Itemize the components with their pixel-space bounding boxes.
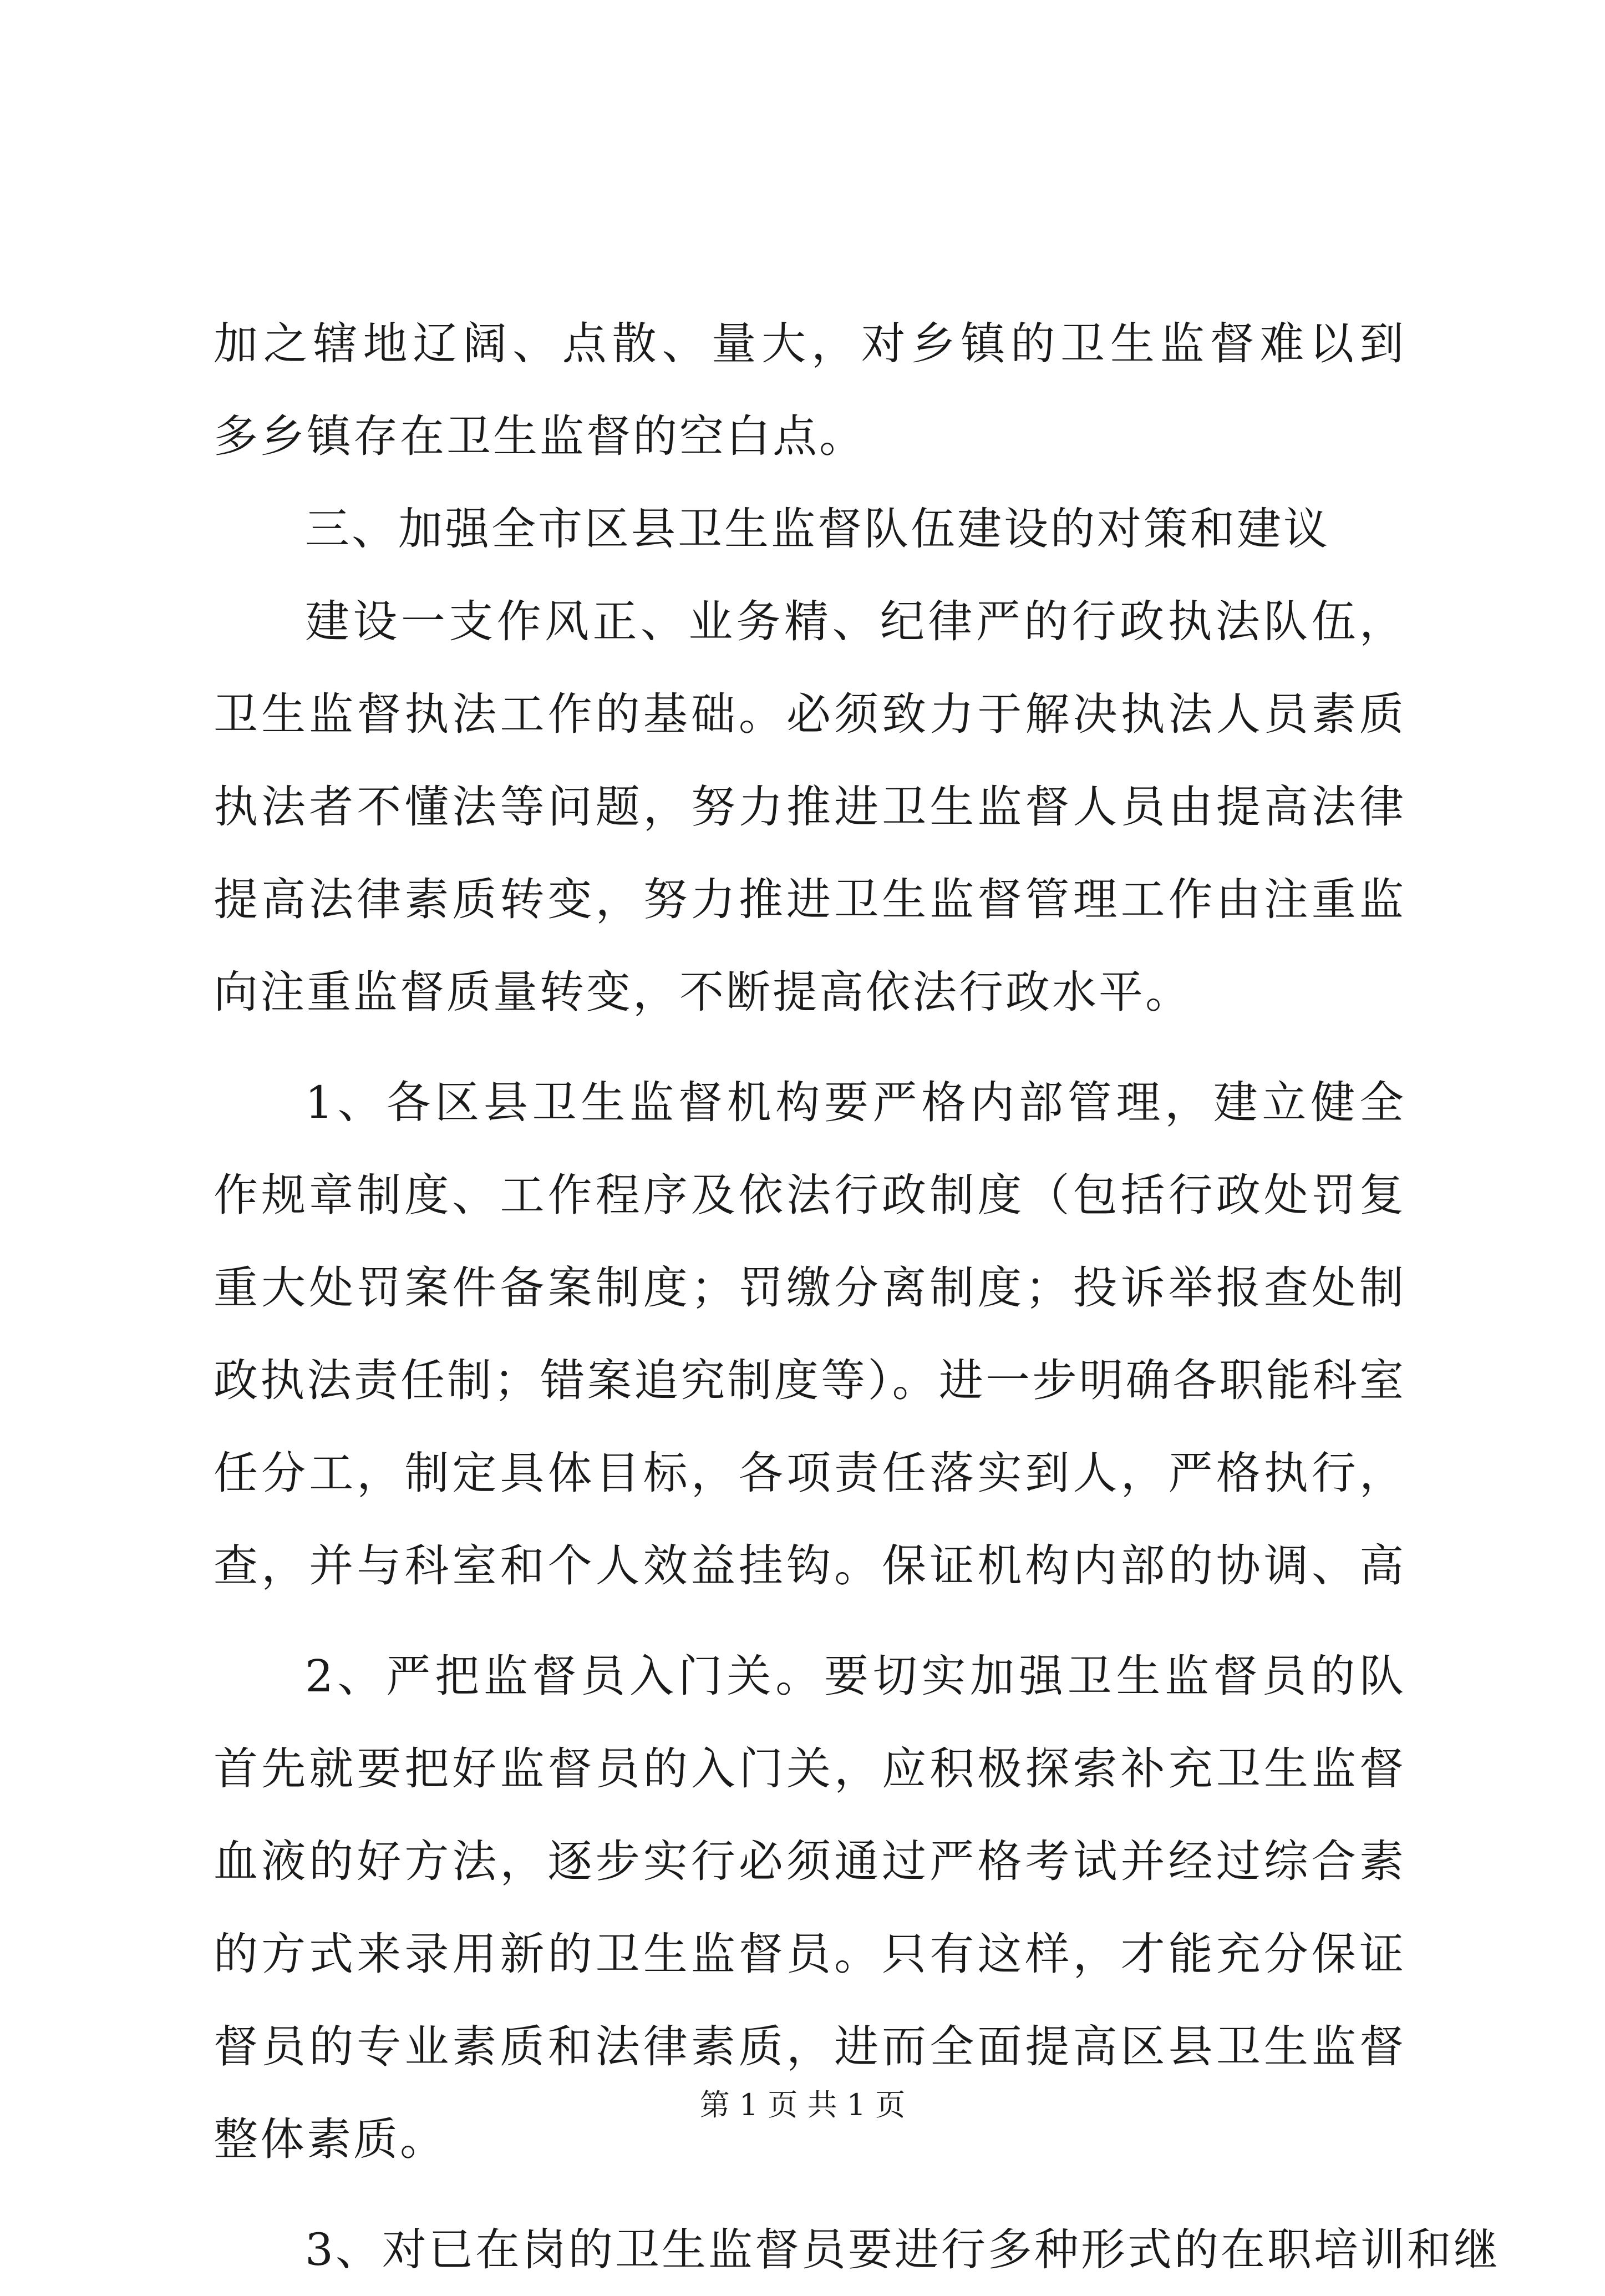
section-heading: 三、加强全市区县卫生监督队伍建设的对策和建议 <box>305 503 1330 555</box>
text-line: 重大处罚案件备案制度；罚缴分离制度；投诉举报查处制 <box>214 1262 1406 1314</box>
text-line: 的方式来录用新的卫生监督员。只有这样，才能充分保证 <box>214 1928 1406 1980</box>
text-line: 提高法律素质转变，努力推进卫生监督管理工作由注重监 <box>214 874 1406 925</box>
text-line: 3、对已在岗的卫生监督员要进行多种形式的在职培训和继 <box>305 2224 1500 2275</box>
text-line: 查，并与科室和个人效益挂钩。保证机构内部的协调、高 <box>214 1540 1406 1592</box>
text-line: 督员的专业素质和法律素质，进而全面提高区县卫生监督 <box>214 2021 1406 2072</box>
text-line: 1、各区县卫生监督机构要严格内部管理，建立健全 <box>305 1077 1406 1128</box>
text-line: 血液的好方法，逐步实行必须通过严格考试并经过综合素 <box>214 1836 1406 1887</box>
text-line: 卫生监督执法工作的基础。必须致力于解决执法人员素质 <box>214 688 1406 740</box>
text-line: 整体素质。 <box>214 2113 446 2165</box>
text-line: 加之辖地辽阔、点散、量大，对乡镇的卫生监督难以到 <box>214 318 1406 369</box>
text-line: 政执法责任制；错案追究制度等）。进一步明确各职能科室 <box>214 1355 1406 1406</box>
text-line: 任分工，制定具体目标，各项责任落实到人，严格执行， <box>214 1447 1406 1499</box>
text-line: 多乡镇存在卫生监督的空白点。 <box>214 410 866 462</box>
text-line: 2、严把监督员入门关。要切实加强卫生监督员的队 <box>305 1650 1406 1702</box>
document-body <box>214 297 1500 2296</box>
text-line: 作规章制度、工作程序及依法行政制度（包括行政处罚复 <box>214 1169 1406 1221</box>
page-number-footer: 第 1 页 共 1 页 <box>699 2087 906 2122</box>
text-line: 首先就要把好监督员的入门关，应积极探索补充卫生监督 <box>214 1743 1406 1795</box>
text-line: 执法者不懂法等问题，努力推进卫生监督人员由提高法律 <box>214 781 1406 833</box>
text-line: 向注重监督质量转变，不断提高依法行政水平。 <box>214 966 1192 1018</box>
text-line: 建设一支作风正、业务精、纪律严的行政执法队伍， <box>305 596 1406 647</box>
